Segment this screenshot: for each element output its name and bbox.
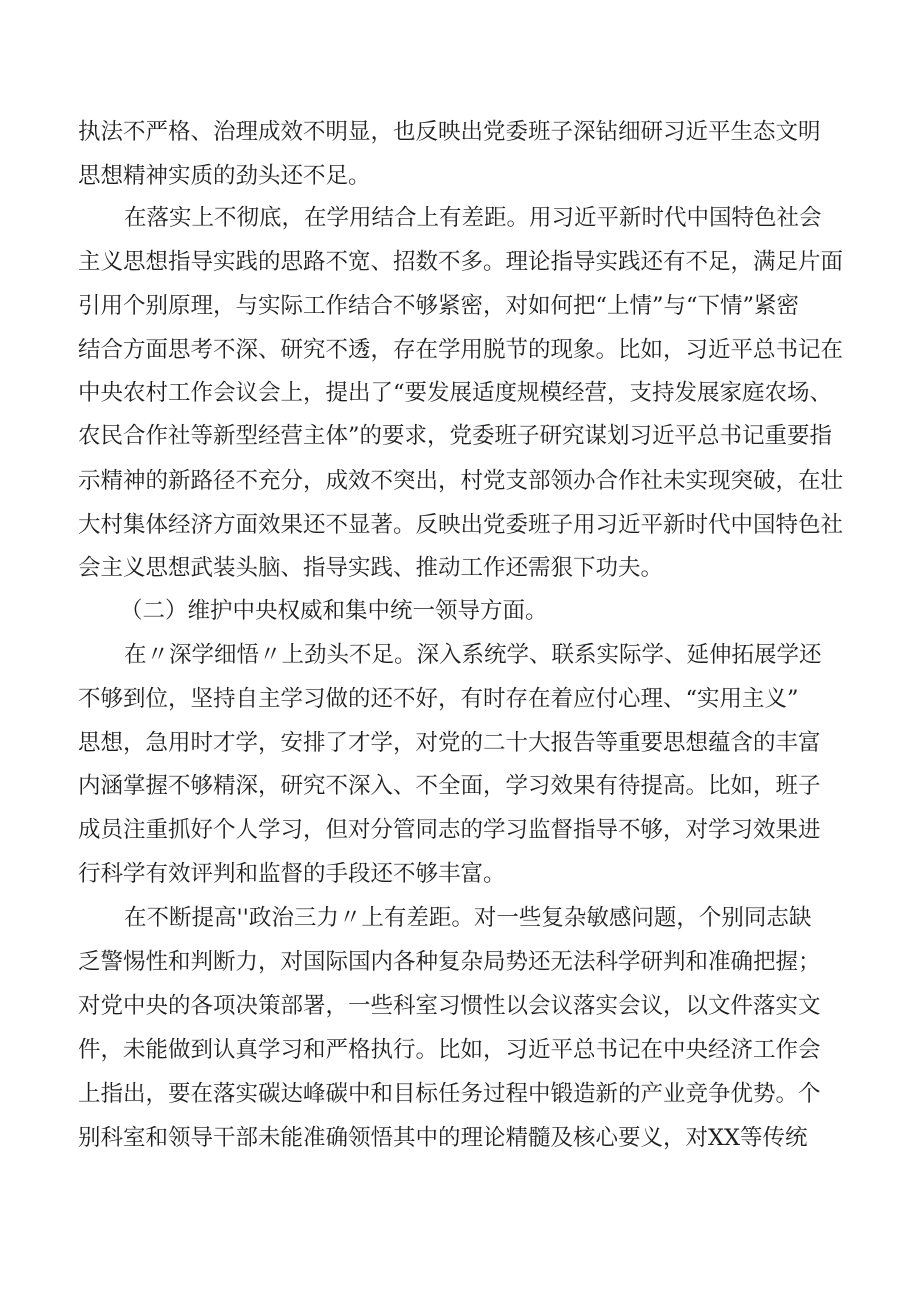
text-line: 引用个别原理，与实际工作结合不够紧密，对如何把“上情”与“下情”紧密 [78,293,800,319]
text-line: 农民合作社等新型经营主体”的要求，党委班子研究谋划习近平总书记重要指 [78,423,833,449]
text-line: 成员注重抓好个人学习，但对分管同志的学习监督指导不够，对学习效果进 [78,817,821,843]
text-line: 示精神的新路径不充分，成效不突出，村党支部领办合作社未实现突破，在壮 [78,468,844,494]
text-line: 对党中央的各项决策部署，一些科室习惯性以会议落实会议，以文件落实文 [78,993,821,1019]
text-line: 主义思想指导实践的思路不宽、招数不多。理论指导实践还有不足，满足片面 [78,249,844,275]
text-line: 中央农村工作会议会上，提出了“要发展适度规模经营，支持发展家庭农场、 [78,380,833,406]
text-line: 在〃深学细悟〃上劲头不足。深入系统学、联系实际学、延伸拓展学还 [124,642,822,668]
text-line: 执法不严格、治理成效不明显，也反映出党委班子深钻细研习近平生态文明 [78,119,821,145]
text-line: 别科室和领导干部未能准确领悟其中的理论精髓及核心要义，对XX等传统 [78,1125,808,1151]
text-line: 件，未能做到认真学习和严格执行。比如，习近平总书记在中央经济工作会 [78,1037,821,1063]
text-line: 会主义思想武装头脑、指导实践、推动工作还需狠下功夫。 [78,555,664,581]
text-line: 在不断提高''政治三力〃上有差距。对一些复杂敏感问题，个别同志缺 [124,905,812,931]
section-heading: （二）维护中央权威和集中统一领导方面。 [120,598,548,624]
text-line: 大村集体经济方面效果还不显著。反映出党委班子用习近平新时代中国特色社 [78,512,844,538]
text-line: 上指出，要在落实碳达峰碳中和目标任务过程中锻造新的产业竞争优势。个 [78,1081,821,1107]
text-line: 在落实上不彻底，在学用结合上有差距。用习近平新时代中国特色社会 [124,205,822,231]
text-line: 思想，急用时才学，安排了才学，对党的二十大报告等重要思想蕴含的丰富 [78,730,821,756]
text-line: 内涵掌握不够精深，研究不深入、不全面，学习效果有待提高。比如，班子 [78,773,821,799]
text-line: 结合方面思考不深、研究不透，存在学用脱节的现象。比如，习近平总书记在 [78,337,844,363]
text-line: 思想精神实质的劲头还不足。 [78,163,371,189]
text-line: 行科学有效评判和监督的手段还不够丰富。 [78,861,506,887]
text-line: 乏警惕性和判断力，对国际国内各种复杂局势还无法科学研判和准确把握； [78,949,821,975]
text-line: 不够到位，坚持自主学习做的还不好，有时存在着应付心理、“实用主义” [78,686,799,712]
